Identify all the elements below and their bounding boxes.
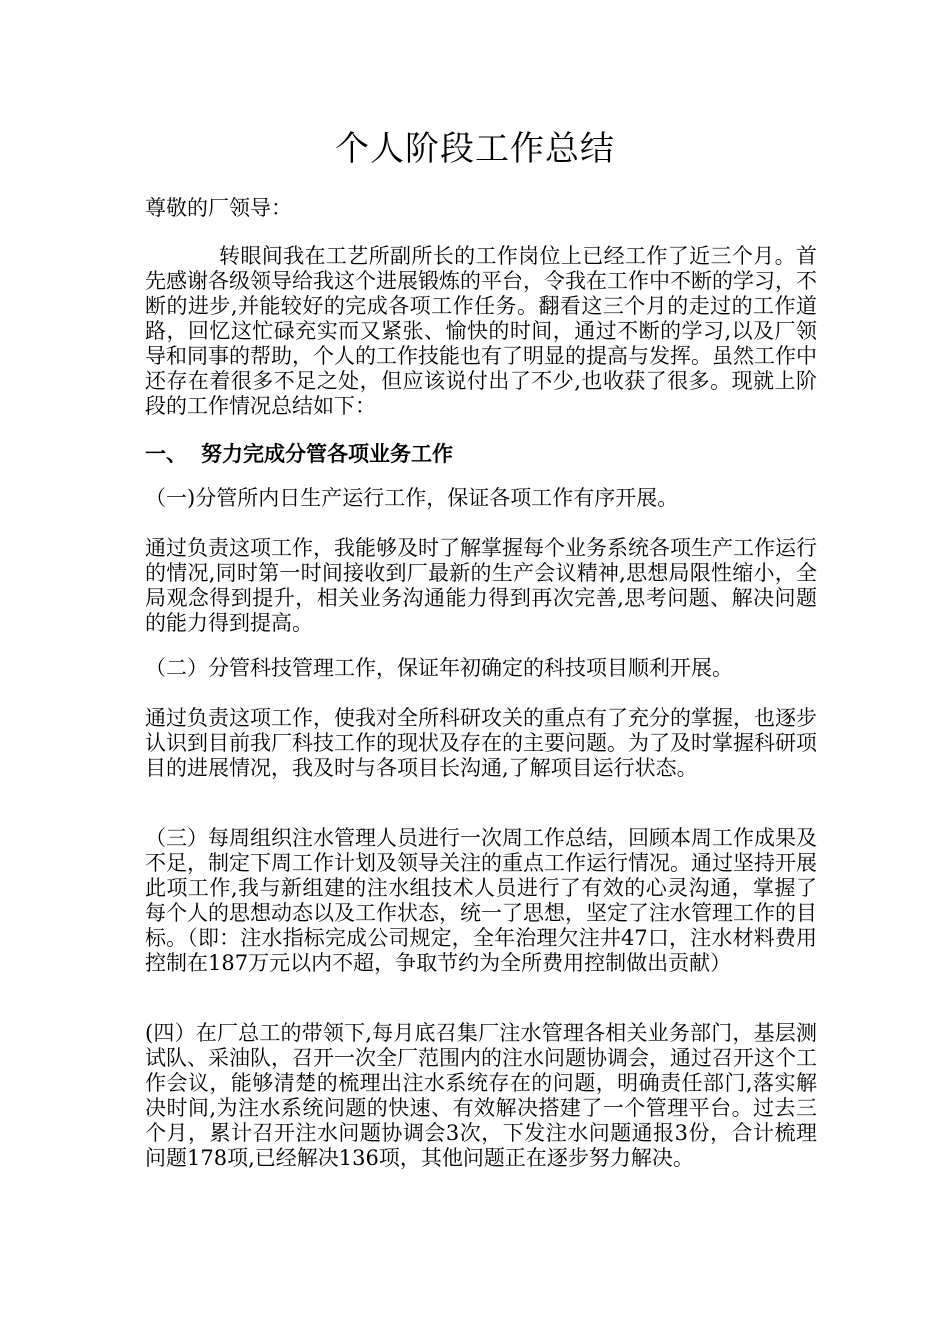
item-3-paragraph: （三）每周组织注水管理人员进行一次周工作总结，回顾本周工作成果及不足，制定下周工作计划及领导关注的重点工作运行情况。通过坚持开展此项工作,我与新组建的注水组技术人员进行了有效的心灵沟通，掌握了每个人的思想动态以及工作状态，统一了思想，坚定了注水管理工作的目标。（即：注水指标完成公司规定，全年治理欠注井47口，注水材料费用控制在187万元以内不超，争取节约为全所费用控制做出贡献） xyxy=(145,826,817,975)
section-title: 努力完成分管各项业务工作 xyxy=(201,441,453,466)
document-title: 个人阶段工作总结 xyxy=(335,129,615,169)
item-2-heading: （二）分管科技管理工作，保证年初确定的科技项目顺利开展。 xyxy=(145,656,733,680)
section-heading xyxy=(145,441,817,466)
item-4-paragraph: (四）在厂总工的带领下,每月底召集厂注水管理各相关业务部门，基层测试队、采油队，召开一次全厂范围内的注水问题协调会，通过召开这个工作会议，能够清楚的梳理出注水系统存在的问题，明确责任部门,落实解决时间,为注水系统问题的快速、有效解决搭建了一个管理平台。过去三个月，累计召开注水问题协调会3次，下发注水问题通报3份，合计梳理问题178项,已经解决136项，其他问题正在逐步努力解决。 xyxy=(145,1021,817,1170)
salutation: 尊敬的厂领导： xyxy=(145,196,292,220)
section-number: 一、 xyxy=(145,441,187,466)
intro-paragraph: 转眼间我在工艺所副所长的工作岗位上已经工作了近三个月。首先感谢各级领导给我这个进展锻炼的平台，令我在工作中不断的学习，不断的进步,并能较好的完成各项工作任务。翻看这三个月的走过的工作道路，回忆这忙碌充实而又紧张、愉快的时间，通过不断的学习,以及厂领导和同事的帮助，个人的工作技能也有了明显的提高与发挥。虽然工作中还存在着很多不足之处，但应该说付出了不少,也收获了很多。现就上阶段的工作情况总结如下： xyxy=(145,244,817,418)
item-1-heading: （一)分管所内日生产运行工作，保证各项工作有序开展。 xyxy=(145,486,679,510)
item-2-body: 通过负责这项工作，使我对全所科研攻关的重点有了充分的掌握，也逐步认识到目前我厂科技工作的现状及存在的主要问题。为了及时掌握科研项目的进展情况，我及时与各项目长沟通,了解项目运行状态。 xyxy=(145,706,817,780)
item-1-body: 通过负责这项工作，我能够及时了解掌握每个业务系统各项生产工作运行的情况,同时第一时间接收到厂最新的生产会议精神,思想局限性缩小，全局观念得到提升，相关业务沟通能力得到再次完善,思考问题、解决问题的能力得到提高。 xyxy=(145,536,817,635)
